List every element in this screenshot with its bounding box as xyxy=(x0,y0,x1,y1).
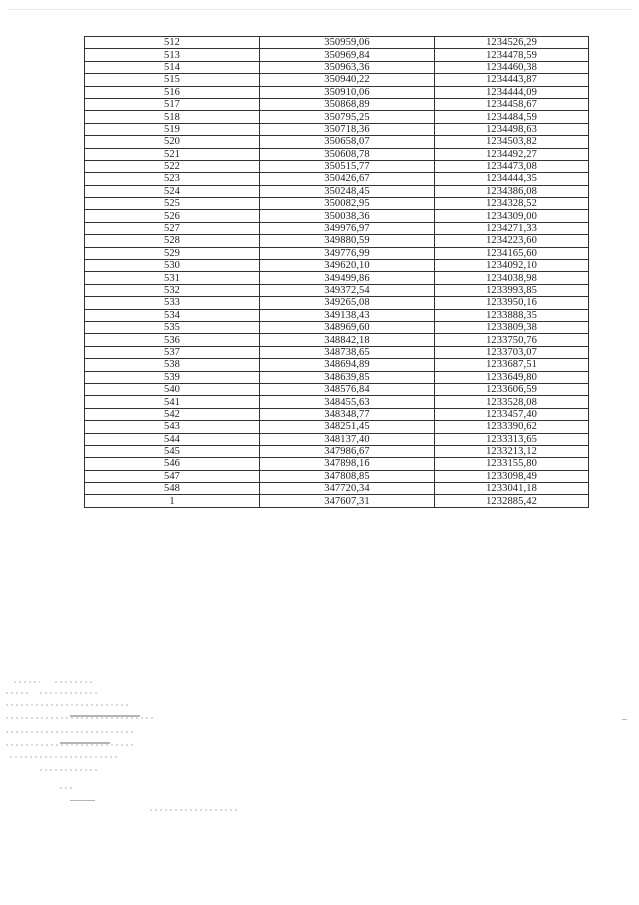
table-row xyxy=(85,272,589,284)
x-coordinate-cell: 348348,77 xyxy=(260,408,435,420)
point-number-cell: 519 xyxy=(85,123,260,135)
y-coordinate-cell: 1234443,87 xyxy=(435,74,589,86)
x-coordinate-cell: 350248,45 xyxy=(260,185,435,197)
table-row xyxy=(85,371,589,383)
point-number-cell: 512 xyxy=(85,37,260,49)
table-row xyxy=(85,49,589,61)
table-row xyxy=(85,111,589,123)
table-row xyxy=(85,383,589,395)
table-row xyxy=(85,222,589,234)
x-coordinate-cell: 350718,36 xyxy=(260,123,435,135)
y-coordinate-cell: 1233213,12 xyxy=(435,445,589,457)
table-row xyxy=(85,148,589,160)
x-coordinate-cell: 350910,06 xyxy=(260,86,435,98)
x-coordinate-cell: 348639,85 xyxy=(260,371,435,383)
table-row xyxy=(85,483,589,495)
y-coordinate-cell: 1234309,00 xyxy=(435,210,589,222)
point-number-cell: 1 xyxy=(85,495,260,507)
y-coordinate-cell: 1234328,52 xyxy=(435,198,589,210)
table-row xyxy=(85,297,589,309)
point-number-cell: 531 xyxy=(85,272,260,284)
point-number-cell: 537 xyxy=(85,346,260,358)
point-number-cell: 542 xyxy=(85,408,260,420)
y-coordinate-cell: 1234473,08 xyxy=(435,160,589,172)
table-row xyxy=(85,61,589,73)
table-row xyxy=(85,321,589,333)
x-coordinate-cell: 350038,36 xyxy=(260,210,435,222)
y-coordinate-cell: 1233888,35 xyxy=(435,309,589,321)
point-number-cell: 539 xyxy=(85,371,260,383)
table-row xyxy=(85,136,589,148)
point-number-cell: 525 xyxy=(85,198,260,210)
x-coordinate-cell: 348969,60 xyxy=(260,321,435,333)
coordinates-table-body xyxy=(85,37,589,508)
table-row xyxy=(85,123,589,135)
point-number-cell: 515 xyxy=(85,74,260,86)
point-number-cell: 518 xyxy=(85,111,260,123)
point-number-cell: 523 xyxy=(85,173,260,185)
x-coordinate-cell: 347808,85 xyxy=(260,470,435,482)
table-row xyxy=(85,210,589,222)
point-number-cell: 540 xyxy=(85,383,260,395)
y-coordinate-cell: 1234526,29 xyxy=(435,37,589,49)
point-number-cell: 513 xyxy=(85,49,260,61)
x-coordinate-cell: 349776,99 xyxy=(260,247,435,259)
x-coordinate-cell: 349499,86 xyxy=(260,272,435,284)
x-coordinate-cell: 350963,36 xyxy=(260,61,435,73)
table-row xyxy=(85,160,589,172)
point-number-cell: 544 xyxy=(85,433,260,445)
margin-mark xyxy=(622,719,627,720)
point-number-cell: 524 xyxy=(85,185,260,197)
y-coordinate-cell: 1234458,67 xyxy=(435,98,589,110)
point-number-cell: 548 xyxy=(85,483,260,495)
x-coordinate-cell: 350426,67 xyxy=(260,173,435,185)
table-row xyxy=(85,198,589,210)
table-row xyxy=(85,470,589,482)
x-coordinate-cell: 350868,89 xyxy=(260,98,435,110)
table-row xyxy=(85,421,589,433)
y-coordinate-cell: 1234092,10 xyxy=(435,260,589,272)
point-number-cell: 538 xyxy=(85,359,260,371)
y-coordinate-cell: 1233528,08 xyxy=(435,396,589,408)
table-row xyxy=(85,173,589,185)
point-number-cell: 534 xyxy=(85,309,260,321)
x-coordinate-cell: 348251,45 xyxy=(260,421,435,433)
y-coordinate-cell: 1233457,40 xyxy=(435,408,589,420)
y-coordinate-cell: 1233155,80 xyxy=(435,458,589,470)
y-coordinate-cell: 1234165,60 xyxy=(435,247,589,259)
y-coordinate-cell: 1233041,18 xyxy=(435,483,589,495)
point-number-cell: 536 xyxy=(85,334,260,346)
y-coordinate-cell: 1234478,59 xyxy=(435,49,589,61)
table-row xyxy=(85,495,589,507)
table-row xyxy=(85,346,589,358)
table-row xyxy=(85,408,589,420)
x-coordinate-cell: 347607,31 xyxy=(260,495,435,507)
x-coordinate-cell: 349372,54 xyxy=(260,284,435,296)
y-coordinate-cell: 1234223,60 xyxy=(435,235,589,247)
point-number-cell: 532 xyxy=(85,284,260,296)
table-row xyxy=(85,309,589,321)
y-coordinate-cell: 1233809,38 xyxy=(435,321,589,333)
y-coordinate-cell: 1234038,98 xyxy=(435,272,589,284)
y-coordinate-cell: 1234460,38 xyxy=(435,61,589,73)
table-row xyxy=(85,37,589,49)
point-number-cell: 545 xyxy=(85,445,260,457)
point-number-cell: 517 xyxy=(85,98,260,110)
y-coordinate-cell: 1234444,09 xyxy=(435,86,589,98)
x-coordinate-cell: 350082,95 xyxy=(260,198,435,210)
table-row xyxy=(85,458,589,470)
x-coordinate-cell: 350515,77 xyxy=(260,160,435,172)
y-coordinate-cell: 1234492,27 xyxy=(435,148,589,160)
x-coordinate-cell: 350940,22 xyxy=(260,74,435,86)
point-number-cell: 521 xyxy=(85,148,260,160)
point-number-cell: 533 xyxy=(85,297,260,309)
y-coordinate-cell: 1233098,49 xyxy=(435,470,589,482)
x-coordinate-cell: 350969,84 xyxy=(260,49,435,61)
page-top-rule xyxy=(8,9,631,10)
table-row xyxy=(85,284,589,296)
y-coordinate-cell: 1233390,62 xyxy=(435,421,589,433)
point-number-cell: 530 xyxy=(85,260,260,272)
y-coordinate-cell: 1234444,35 xyxy=(435,173,589,185)
x-coordinate-cell: 350795,25 xyxy=(260,111,435,123)
point-number-cell: 516 xyxy=(85,86,260,98)
y-coordinate-cell: 1232885,42 xyxy=(435,495,589,507)
y-coordinate-cell: 1233950,16 xyxy=(435,297,589,309)
table-row xyxy=(85,247,589,259)
x-coordinate-cell: 348842,18 xyxy=(260,334,435,346)
x-coordinate-cell: 349620,10 xyxy=(260,260,435,272)
y-coordinate-cell: 1234386,08 xyxy=(435,185,589,197)
point-number-cell: 527 xyxy=(85,222,260,234)
point-number-cell: 543 xyxy=(85,421,260,433)
table-row xyxy=(85,185,589,197)
point-number-cell: 529 xyxy=(85,247,260,259)
point-number-cell: 547 xyxy=(85,470,260,482)
point-number-cell: 520 xyxy=(85,136,260,148)
point-number-cell: 541 xyxy=(85,396,260,408)
y-coordinate-cell: 1234498,63 xyxy=(435,123,589,135)
table-row xyxy=(85,396,589,408)
y-coordinate-cell: 1233993,85 xyxy=(435,284,589,296)
x-coordinate-cell: 350608,78 xyxy=(260,148,435,160)
x-coordinate-cell: 349265,08 xyxy=(260,297,435,309)
x-coordinate-cell: 347986,67 xyxy=(260,445,435,457)
x-coordinate-cell: 350959,06 xyxy=(260,37,435,49)
y-coordinate-cell: 1234271,33 xyxy=(435,222,589,234)
table-row xyxy=(85,445,589,457)
x-coordinate-cell: 350658,07 xyxy=(260,136,435,148)
x-coordinate-cell: 348694,89 xyxy=(260,359,435,371)
x-coordinate-cell: 349880,59 xyxy=(260,235,435,247)
table-row xyxy=(85,74,589,86)
table-row xyxy=(85,86,589,98)
x-coordinate-cell: 348455,63 xyxy=(260,396,435,408)
table-row xyxy=(85,235,589,247)
point-number-cell: 514 xyxy=(85,61,260,73)
point-number-cell: 546 xyxy=(85,458,260,470)
y-coordinate-cell: 1233313,65 xyxy=(435,433,589,445)
point-number-cell: 526 xyxy=(85,210,260,222)
x-coordinate-cell: 348137,40 xyxy=(260,433,435,445)
x-coordinate-cell: 347720,34 xyxy=(260,483,435,495)
table-row xyxy=(85,433,589,445)
y-coordinate-cell: 1233703,07 xyxy=(435,346,589,358)
y-coordinate-cell: 1234503,82 xyxy=(435,136,589,148)
point-number-cell: 528 xyxy=(85,235,260,247)
point-number-cell: 522 xyxy=(85,160,260,172)
x-coordinate-cell: 348576,84 xyxy=(260,383,435,395)
table-row xyxy=(85,98,589,110)
x-coordinate-cell: 349976,97 xyxy=(260,222,435,234)
y-coordinate-cell: 1233750,76 xyxy=(435,334,589,346)
x-coordinate-cell: 347898,16 xyxy=(260,458,435,470)
point-number-cell: 535 xyxy=(85,321,260,333)
y-coordinate-cell: 1233687,51 xyxy=(435,359,589,371)
table-row xyxy=(85,359,589,371)
x-coordinate-cell: 348738,65 xyxy=(260,346,435,358)
table-row xyxy=(85,260,589,272)
y-coordinate-cell: 1234484,59 xyxy=(435,111,589,123)
x-coordinate-cell: 349138,43 xyxy=(260,309,435,321)
y-coordinate-cell: 1233606,59 xyxy=(435,383,589,395)
y-coordinate-cell: 1233649,80 xyxy=(435,371,589,383)
table-row xyxy=(85,334,589,346)
coordinates-table xyxy=(84,36,589,508)
faded-signature-block xyxy=(0,660,260,820)
